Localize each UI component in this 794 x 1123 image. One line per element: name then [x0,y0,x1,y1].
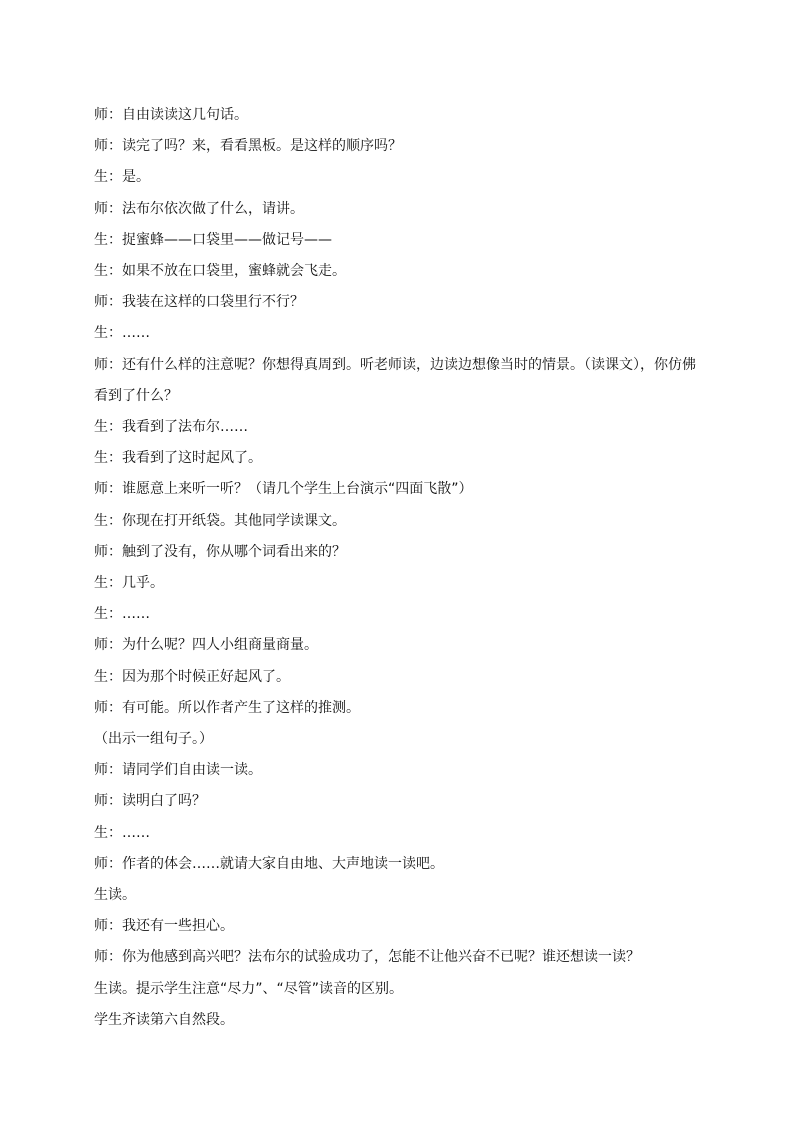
text-line: 师：谁愿意上来听一听？（请几个学生上台演示“四面飞散”） [94,481,473,498]
text-line: 师：作者的体会……就请大家自由地、大声地读一读吧。 [94,855,444,872]
text-line: 生：是。 [94,169,150,186]
document-body [94,100,709,1036]
text-line: 师：有可能。所以作者产生了这样的推测。 [94,699,360,716]
text-line: 生：捉蜜蜂——口袋里——做记号—— [94,231,332,248]
text-line: 师：读明白了吗？ [94,793,206,810]
text-line: 生：我看到了这时起风了。 [94,450,262,467]
text-line: 生：如果不放在口袋里，蜜蜂就会飞走。 [94,263,346,280]
text-line: 师：自由读读这几句话。 [94,107,248,123]
text-line: 生读。提示学生注意“尽力”、“尽管”读音的区别。 [94,980,404,997]
text-line: 生：…… [94,606,150,623]
text-line: 师：我装在这样的口袋里行不行？ [94,294,304,311]
text-line: 生读。 [94,887,136,904]
text-line: 师：我还有一些担心。 [94,918,234,935]
text-line: 师：请同学们自由读一读。 [94,762,262,779]
text-line: 学生齐读第六自然段。 [94,1011,234,1028]
text-line: 师：为什么呢？四人小组商量商量。 [94,637,318,654]
text-line: 生：因为那个时候正好起风了。 [94,668,290,685]
text-line: 生：你现在打开纸袋。其他同学读课文。 [94,512,346,529]
text-line: 师：读完了吗？来，看看黑板。是这样的顺序吗？ [94,138,402,155]
text-line: 师：触到了没有，你从哪个词看出来的？ [94,543,346,560]
text-line: 生：我看到了法布尔…… [94,419,248,436]
text-line: 生：…… [94,824,150,841]
text-line: 师：法布尔依次做了什么，请讲。 [94,200,304,217]
text-paragraph: 师：还有什么样的注意呢？你想得真周到。听老师读，边读边想像当时的情景。（读课文），你仿佛看到了什么？ [94,356,696,404]
text-line: 生：…… [94,325,150,342]
text-line: （出示一组句子。） [94,731,213,748]
text-line: 生：几乎。 [94,575,164,592]
text-line: 师：你为他感到高兴吧？法布尔的试验成功了，怎能不让他兴奋不已呢？谁还想读一读？ [94,949,640,966]
